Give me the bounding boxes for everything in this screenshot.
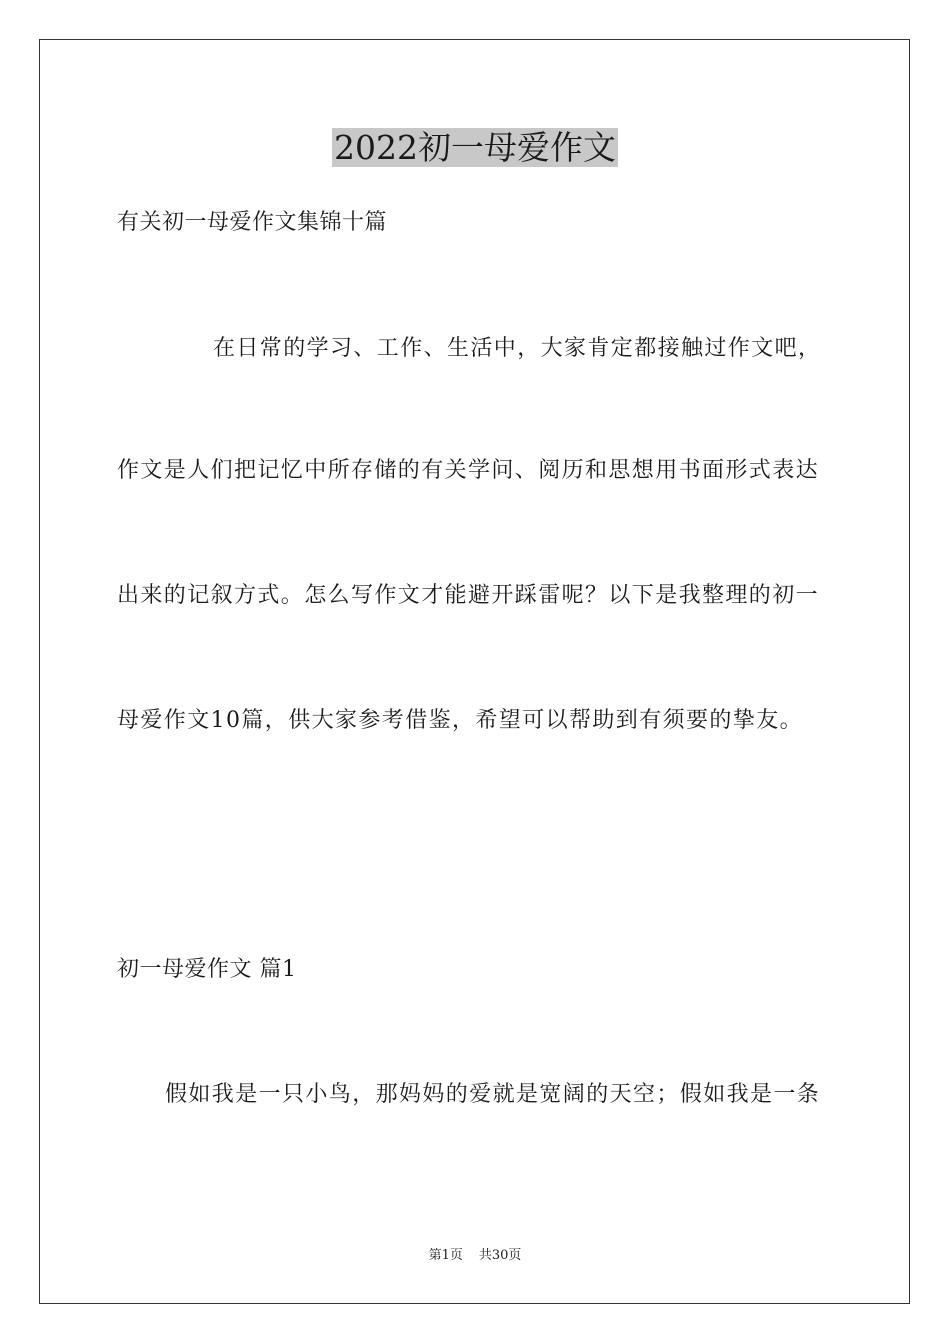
document-title bbox=[0, 126, 950, 170]
page-number: 第1页 bbox=[428, 1248, 463, 1263]
page-total: 共30页 bbox=[478, 1248, 522, 1263]
intro-line-4: 母爱作文10篇，供大家参考借鉴，希望可以帮助到有须要的挚友。 bbox=[117, 708, 803, 733]
document-title-text: 2022初一母爱作文 bbox=[334, 128, 616, 167]
intro-line-2: 作文是人们把记忆中所存储的有关学问、阅历和思想用书面形式表达 bbox=[117, 458, 820, 483]
intro-line-1: 在日常的学习、工作、生活中，大家肯定都接触过作文吧， bbox=[213, 336, 822, 361]
intro-line-3: 出来的记叙方式。怎么写作文才能避开踩雷呢？以下是我整理的初一 bbox=[117, 583, 820, 608]
page-footer bbox=[0, 1247, 950, 1265]
section-heading: 初一母爱作文 篇1 bbox=[117, 957, 297, 982]
section-first-line: 假如我是一只小鸟，那妈妈的爱就是宽阔的天空；假如我是一条 bbox=[165, 1082, 821, 1107]
document-subtitle: 有关初一母爱作文集锦十篇 bbox=[117, 210, 388, 235]
